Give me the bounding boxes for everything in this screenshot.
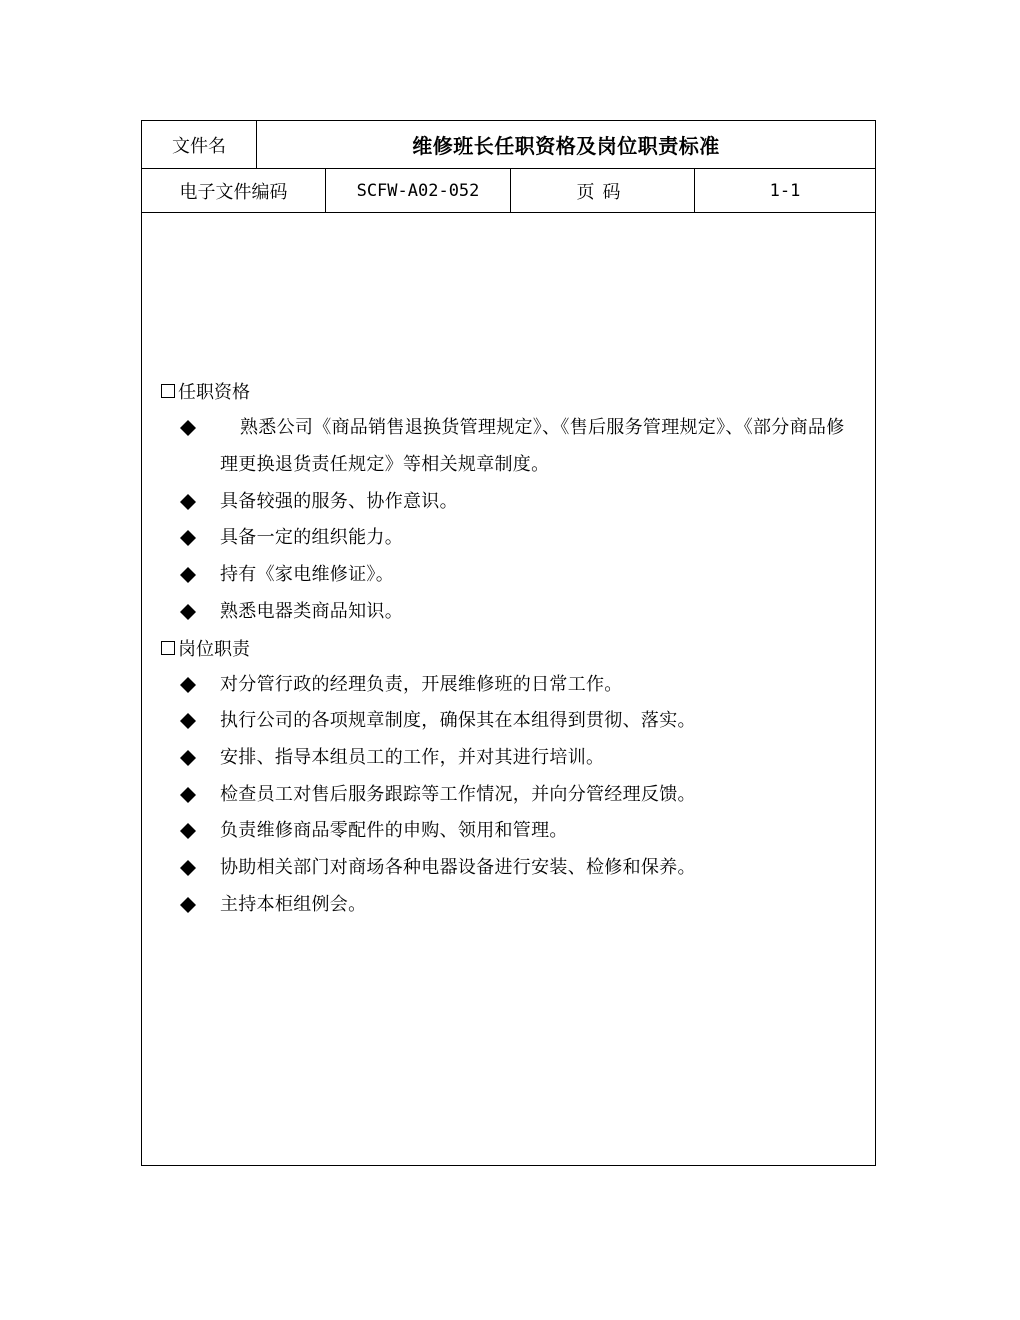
checkbox-icon <box>161 641 175 655</box>
list-item: 负责维修商品零配件的申购、领用和管理。 <box>220 820 568 841</box>
diamond-bullet-icon <box>180 420 196 436</box>
diamond-bullet-icon <box>180 750 196 766</box>
list-item: 对分管行政的经理负责，开展维修班的日常工作。 <box>220 674 623 695</box>
diamond-bullet-icon <box>180 604 196 620</box>
list-item: 执行公司的各项规章制度，确保其在本组得到贯彻、落实。 <box>220 710 696 731</box>
diamond-bullet-icon <box>180 567 196 583</box>
section-title: 任职资格 <box>178 382 250 403</box>
section-duties-heading <box>161 636 250 660</box>
diamond-bullet-icon <box>180 860 196 876</box>
document-frame <box>141 120 876 1166</box>
page-label: 页码 <box>511 169 695 212</box>
list-item: 检查员工对售后服务跟踪等工作情况，并向分管经理反馈。 <box>220 784 696 805</box>
list-item: 熟悉电器类商品知识。 <box>220 601 403 622</box>
diamond-bullet-icon <box>180 787 196 803</box>
list-item: 协助相关部门对商场各种电器设备进行安装、检修和保养。 <box>220 857 696 878</box>
header-row-2 <box>142 169 875 213</box>
e-file-code-label: 电子文件编码 <box>142 169 326 212</box>
list-item: 具备较强的服务、协作意识。 <box>220 491 458 512</box>
section-title: 岗位职责 <box>178 639 250 660</box>
header-row-1 <box>142 121 875 169</box>
e-file-code-value: SCFW-A02-052 <box>326 169 511 212</box>
section-qualifications-heading <box>161 379 250 403</box>
list-item: 主持本柜组例会。 <box>220 894 367 915</box>
list-item: 熟悉公司《商品销售退换货管理规定》、《售后服务管理规定》、《部分商品修理更换退货责任规定》等相关规章制度。 <box>220 417 845 475</box>
list-item: 具备一定的组织能力。 <box>220 527 403 548</box>
page-value: 1-1 <box>769 180 801 201</box>
list-item: 安排、指导本组员工的工作，并对其进行培训。 <box>220 747 605 768</box>
diamond-bullet-icon <box>180 823 196 839</box>
diamond-bullet-icon <box>180 713 196 729</box>
document-body <box>142 213 875 1165</box>
document-title: 维修班长任职资格及岗位职责标准 <box>412 134 720 158</box>
diamond-bullet-icon <box>180 530 196 546</box>
diamond-bullet-icon <box>180 494 196 510</box>
file-name-label: 文件名 <box>142 121 257 168</box>
list-item: 持有《家电维修证》。 <box>220 564 394 585</box>
diamond-bullet-icon <box>180 677 196 693</box>
diamond-bullet-icon <box>180 897 196 913</box>
checkbox-icon <box>161 384 175 398</box>
